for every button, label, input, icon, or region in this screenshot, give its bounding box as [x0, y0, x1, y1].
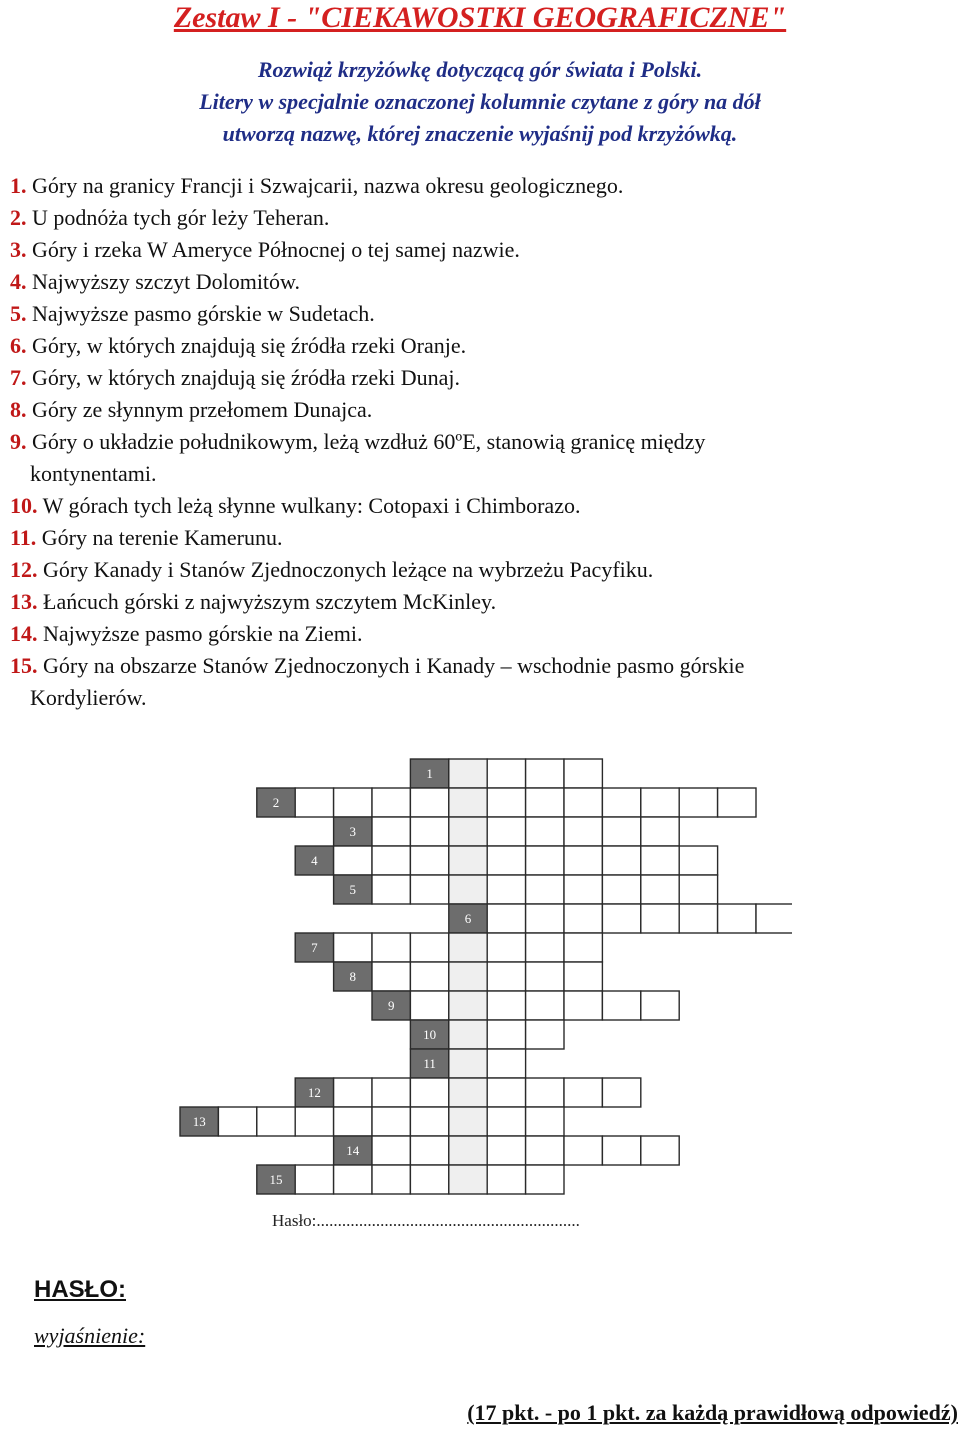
instruction-line: Rozwiąż krzyżówkę dotyczącą gór świata i Polski. — [257, 57, 703, 82]
crossword-grid[interactable] — [160, 735, 792, 1260]
crossword-cell[interactable] — [564, 759, 602, 788]
explanation-label: wyjaśnienie: — [34, 1323, 146, 1348]
clue-item — [10, 490, 950, 522]
crossword-number: 5 — [349, 882, 357, 897]
crossword-number: 12 — [307, 1085, 321, 1100]
clue-item — [10, 426, 950, 458]
crossword-cell[interactable] — [410, 991, 448, 1020]
clue-item — [10, 362, 950, 394]
crossword-cell[interactable] — [641, 1136, 679, 1165]
crossword-cell[interactable] — [410, 1107, 448, 1136]
clue-text: W górach tych leżą słynne wulkany: Cotopaxi i Chimborazo. — [42, 493, 581, 518]
crossword-cell[interactable] — [410, 933, 448, 962]
crossword-cell[interactable] — [679, 904, 717, 933]
crossword-number: 11 — [423, 1056, 436, 1071]
clue-number: 6. — [10, 333, 27, 358]
clue-number: 2. — [10, 205, 27, 230]
points-note: (17 pkt. - po 1 pkt. za każdą prawidłową odpowiedź) — [467, 1400, 958, 1425]
clue-item — [10, 522, 950, 554]
clue-item — [10, 202, 950, 234]
crossword-number: 2 — [272, 795, 280, 810]
crossword-cell[interactable] — [372, 1078, 410, 1107]
crossword-cell[interactable] — [487, 1165, 525, 1194]
crossword-cell[interactable] — [641, 788, 679, 817]
crossword-cell[interactable] — [564, 1078, 602, 1107]
crossword-cell[interactable] — [526, 904, 564, 933]
crossword-cell[interactable] — [564, 962, 602, 991]
crossword-cell[interactable] — [295, 1107, 333, 1136]
crossword-cell[interactable] — [602, 875, 640, 904]
crossword-cell[interactable] — [526, 1078, 564, 1107]
crossword-cell[interactable] — [410, 962, 448, 991]
clue-text: kontynentami. — [30, 461, 157, 486]
crossword-cell[interactable] — [756, 904, 792, 933]
crossword-solution-cell[interactable] — [449, 962, 487, 991]
crossword-cell[interactable] — [526, 759, 564, 788]
clue-number: 9. — [10, 429, 27, 454]
clue-item — [10, 586, 950, 618]
crossword-cell[interactable] — [487, 1049, 525, 1078]
crossword-cell[interactable] — [526, 875, 564, 904]
crossword-cell[interactable] — [487, 962, 525, 991]
crossword-solution-cell[interactable] — [449, 1020, 487, 1049]
clue-number: 3. — [10, 237, 27, 262]
clue-number: 11. — [10, 525, 37, 550]
crossword-number: 4 — [311, 853, 318, 868]
clue-number: 1. — [10, 173, 27, 198]
crossword-solution-cell[interactable] — [449, 788, 487, 817]
crossword-number: 7 — [311, 940, 318, 955]
crossword-cell[interactable] — [602, 1136, 640, 1165]
clue-number: 12. — [10, 557, 38, 582]
crossword-solution-cell[interactable] — [449, 1049, 487, 1078]
clue-text: Góry na granicy Francji i Szwajcarii, nazwa okresu geologicznego. — [32, 173, 624, 198]
crossword-cell[interactable] — [487, 817, 525, 846]
crossword-solution-cell[interactable] — [449, 846, 487, 875]
clue-text: Góry o układzie południkowym, leżą wzdłuż 60ºE, stanowią granicę między — [32, 429, 706, 454]
crossword-cell[interactable] — [564, 1136, 602, 1165]
crossword-cell[interactable] — [410, 1165, 448, 1194]
crossword-cell[interactable] — [487, 875, 525, 904]
crossword-number: 9 — [387, 998, 395, 1013]
crossword-cell[interactable] — [372, 846, 410, 875]
crossword-cell[interactable] — [410, 1136, 448, 1165]
crossword-cell[interactable] — [602, 817, 640, 846]
crossword-cell[interactable] — [718, 788, 756, 817]
clue-number: 10. — [10, 493, 38, 518]
crossword-cell[interactable] — [564, 817, 602, 846]
crossword-cell[interactable] — [487, 788, 525, 817]
clue-item — [10, 298, 950, 330]
crossword-number: 14 — [346, 1143, 360, 1158]
crossword-cell[interactable] — [372, 1136, 410, 1165]
page-title: Zestaw I - "CIEKAWOSTKI GEOGRAFICZNE" — [173, 1, 787, 34]
crossword-cell[interactable] — [410, 875, 448, 904]
clue-text: Najwyższe pasmo górskie w Sudetach. — [32, 301, 375, 326]
crossword-cell[interactable] — [641, 875, 679, 904]
clue-item — [10, 618, 950, 650]
clue-text: Najwyższy szczyt Dolomitów. — [32, 269, 301, 294]
clue-item — [10, 394, 950, 426]
crossword-cell[interactable] — [372, 933, 410, 962]
crossword-cell[interactable] — [295, 788, 333, 817]
crossword-cell[interactable] — [526, 1107, 564, 1136]
crossword-cell[interactable] — [410, 788, 448, 817]
clue-item — [10, 554, 950, 586]
crossword-number: 13 — [192, 1114, 206, 1129]
crossword-cell[interactable] — [641, 817, 679, 846]
instruction-line: utworzą nazwę, której znaczenie wyjaśnij pod krzyżówką. — [222, 121, 738, 146]
crossword-cell[interactable] — [602, 846, 640, 875]
clue-text: Góry ze słynnym przełomem Dunajca. — [32, 397, 373, 422]
crossword-number: 8 — [349, 969, 357, 984]
crossword-cell[interactable] — [564, 788, 602, 817]
crossword-number: 15 — [269, 1172, 283, 1187]
crossword-cell[interactable] — [487, 759, 525, 788]
crossword-haslo-label: Hasło:.............................................................. — [272, 1211, 580, 1230]
crossword-cell[interactable] — [526, 933, 564, 962]
crossword-cell[interactable] — [487, 846, 525, 875]
crossword-cell[interactable] — [564, 846, 602, 875]
crossword-cell[interactable] — [564, 904, 602, 933]
crossword-cell[interactable] — [526, 1136, 564, 1165]
crossword-solution-cell[interactable] — [449, 759, 487, 788]
clue-text: Góry na obszarze Stanów Zjednoczonych i Kanady – wschodnie pasmo górskie — [43, 653, 745, 678]
clue-number: 5. — [10, 301, 27, 326]
crossword-cell[interactable] — [334, 788, 372, 817]
clue-number: 4. — [10, 269, 27, 294]
crossword-cell[interactable] — [526, 1165, 564, 1194]
crossword-cell[interactable] — [487, 1107, 525, 1136]
crossword-solution-cell[interactable] — [449, 1136, 487, 1165]
crossword-cell[interactable] — [602, 991, 640, 1020]
crossword-cell[interactable] — [487, 1136, 525, 1165]
crossword-cell[interactable] — [679, 846, 717, 875]
crossword-cell[interactable] — [295, 1165, 333, 1194]
crossword-cell[interactable] — [334, 933, 372, 962]
clue-item — [10, 170, 950, 202]
crossword-solution-cell[interactable] — [449, 875, 487, 904]
clue-number: 7. — [10, 365, 27, 390]
crossword-solution-cell[interactable] — [449, 1107, 487, 1136]
clue-text: Góry i rzeka W Ameryce Północnej o tej samej nazwie. — [32, 237, 520, 262]
crossword-cell[interactable] — [641, 846, 679, 875]
crossword-cell[interactable] — [564, 875, 602, 904]
crossword-cell[interactable] — [334, 1165, 372, 1194]
crossword-solution-cell[interactable] — [449, 1165, 487, 1194]
crossword-cell[interactable] — [257, 1107, 295, 1136]
crossword-cell[interactable] — [526, 991, 564, 1020]
crossword-cell[interactable] — [526, 846, 564, 875]
clue-text: Góry na terenie Kamerunu. — [41, 525, 283, 550]
crossword-cell[interactable] — [641, 904, 679, 933]
crossword-solution-cell[interactable] — [449, 991, 487, 1020]
clue-text: U podnóża tych gór leży Teheran. — [32, 205, 330, 230]
crossword-cell[interactable] — [487, 904, 525, 933]
clue-number: 8. — [10, 397, 27, 422]
clue-text: Kordylierów. — [30, 685, 147, 710]
crossword-cell[interactable] — [487, 991, 525, 1020]
crossword-cell[interactable] — [372, 875, 410, 904]
crossword-number: 10 — [423, 1027, 437, 1042]
clue-number: 13. — [10, 589, 38, 614]
crossword-cell[interactable] — [641, 991, 679, 1020]
crossword-cell[interactable] — [372, 1165, 410, 1194]
clue-list — [10, 170, 950, 714]
crossword-cell[interactable] — [372, 962, 410, 991]
crossword-cells[interactable] — [180, 759, 792, 1194]
instruction-line: Litery w specjalnie oznaczonej kolumnie czytane z góry na dół — [199, 89, 761, 114]
clue-text: Góry Kanady i Stanów Zjednoczonych leżące na wybrzeżu Pacyfiku. — [43, 557, 654, 582]
haslo-heading: HASŁO: — [34, 1276, 126, 1303]
crossword-cell[interactable] — [526, 1020, 564, 1049]
clue-item — [10, 330, 950, 362]
clue-item — [10, 266, 950, 298]
crossword-cell[interactable] — [718, 904, 756, 933]
clue-item — [10, 650, 950, 682]
crossword-cell[interactable] — [564, 991, 602, 1020]
crossword-number: 1 — [426, 766, 433, 781]
crossword-cell[interactable] — [679, 875, 717, 904]
crossword-number: 3 — [349, 824, 357, 839]
crossword-cell[interactable] — [602, 904, 640, 933]
crossword-cell[interactable] — [372, 788, 410, 817]
crossword-cell[interactable] — [410, 846, 448, 875]
crossword-cell[interactable] — [526, 788, 564, 817]
crossword-cell[interactable] — [334, 1078, 372, 1107]
crossword-cell[interactable] — [410, 1078, 448, 1107]
crossword-number: 6 — [464, 911, 472, 926]
clue-continuation — [10, 682, 950, 714]
clue-text: Góry, w których znajdują się źródła rzeki Dunaj. — [32, 365, 461, 390]
crossword-cell[interactable] — [410, 817, 448, 846]
crossword-cell[interactable] — [218, 1107, 256, 1136]
crossword-solution-cell[interactable] — [449, 933, 487, 962]
crossword-cell[interactable] — [526, 817, 564, 846]
crossword-cell[interactable] — [602, 788, 640, 817]
clue-continuation — [10, 458, 950, 490]
crossword-solution-cell[interactable] — [449, 1078, 487, 1107]
crossword-cell[interactable] — [487, 933, 525, 962]
crossword-cell[interactable] — [564, 933, 602, 962]
crossword-solution-cell[interactable] — [449, 817, 487, 846]
clue-number: 14. — [10, 621, 38, 646]
instructions — [0, 54, 960, 150]
crossword-cell[interactable] — [487, 1078, 525, 1107]
crossword-cell[interactable] — [526, 962, 564, 991]
crossword-cell[interactable] — [334, 1107, 372, 1136]
crossword-cell[interactable] — [334, 846, 372, 875]
clue-item — [10, 234, 950, 266]
crossword-cell[interactable] — [372, 817, 410, 846]
clue-number: 15. — [10, 653, 38, 678]
clue-text: Łańcuch górski z najwyższym szczytem McKinley. — [43, 589, 497, 614]
crossword-cell[interactable] — [679, 788, 717, 817]
crossword-cell[interactable] — [372, 1107, 410, 1136]
crossword-cell[interactable] — [602, 1078, 640, 1107]
clue-text: Najwyższe pasmo górskie na Ziemi. — [43, 621, 363, 646]
crossword-cell[interactable] — [487, 1020, 525, 1049]
clue-text: Góry, w których znajdują się źródła rzeki Oranje. — [32, 333, 467, 358]
